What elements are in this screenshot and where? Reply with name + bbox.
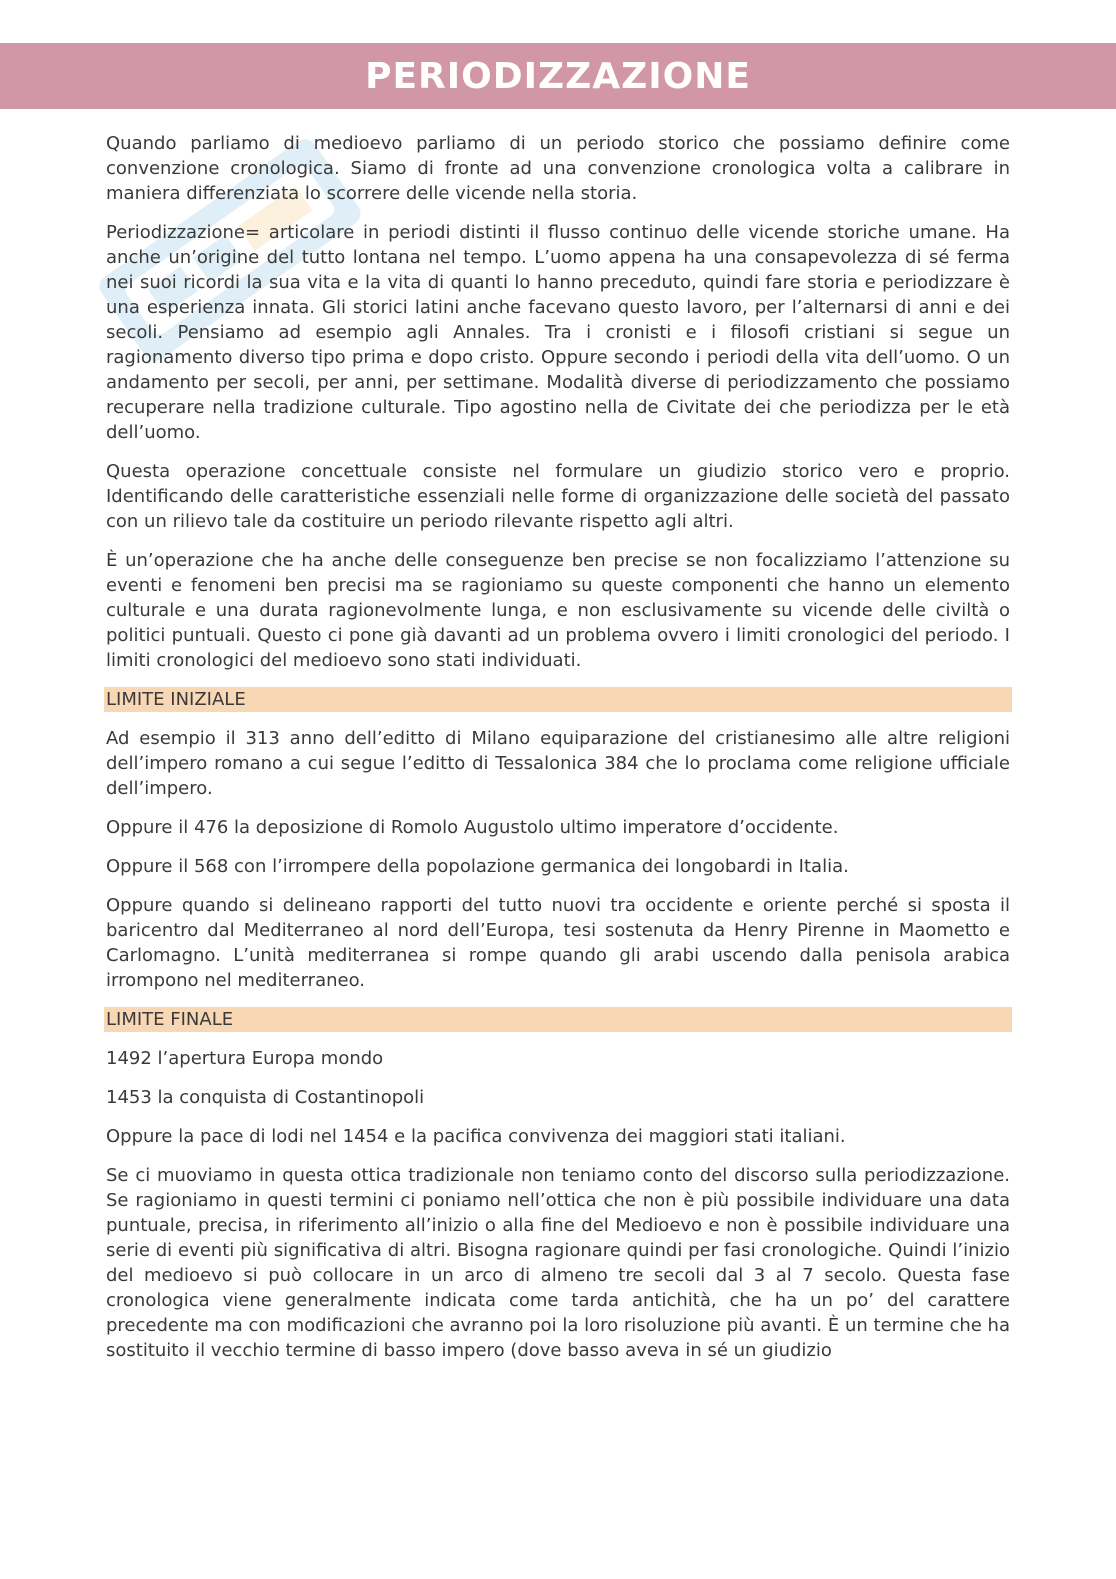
paragraph: Periodizzazione= articolare in periodi distinti il flusso continuo delle vicende storiche umane. Ha anche un’origine del tutto lontana nel tempo. L’uomo appena ha una consapevolezza di sé ferma nei suoi ricordi la sua vita e la vita di quanti lo hanno preceduto, quindi fare storia e periodizzare è una esperienza innata. Gli storici latini anche facevano questo lavoro, per l’alternarsi di anni e dei secoli. Pensiamo ad esempio agli Annales. Tra i cronisti e i filosofi cristiani si segue un ragionamento diverso tipo prima e dopo cristo. Oppure secondo i periodi della vita dell’uomo. O un andamento per secoli, per anni, per settimane. Modalità diverse di periodizzamento che possiamo recuperare nella tradizione culturale. Tipo agostino nella de Civitate dei che periodizza per le età dell’uomo. bbox=[106, 222, 1010, 443]
paragraph: Quando parliamo di medioevo parliamo di un periodo storico che possiamo definire come convenzione cronologica. Siamo di fronte ad una convenzione cronologica volta a calibrare in maniera differenziata lo scorrere delle vicende nella storia. bbox=[106, 133, 1010, 204]
paragraph: Oppure il 568 con l’irrompere della popolazione germanica dei longobardi in Italia. bbox=[106, 856, 849, 877]
paragraph: Ad esempio il 313 anno dell’editto di Milano equiparazione del cristianesimo alle altre religioni dell’impero romano a cui segue l’editto di Tessalonica 384 che lo proclama come religione ufficiale dell’impero. bbox=[106, 728, 1010, 799]
section-heading-final-limit: LIMITE FINALE bbox=[104, 1007, 1012, 1032]
paragraph: Oppure il 476 la deposizione di Romolo Augustolo ultimo imperatore d’occidente. bbox=[106, 817, 839, 838]
paragraph: Se ci muoviamo in questa ottica tradizionale non teniamo conto del discorso sulla periodizzazione. Se ragioniamo in questi termini ci poniamo nell’ottica che non è più possibile individuare una data puntuale, precisa, in riferimento all’inizio o alla fine del Medioevo e non è possibile individuare una serie di eventi più significativa di altri. Bisogna ragionare quindi per fasi cronologiche. Quindi l’inizio del medioevo si può collocare in un arco di almeno tre secoli dal 3 al 7 secolo. Questa fase cronologica viene generalmente indicata come tarda antichità, che ha un po’ del carattere precedente ma con modificazioni che avranno poi la loro risoluzione più avanti. È un termine che ha sostituito il vecchio termine di basso impero (dove basso aveva in sé un giudizio bbox=[106, 1165, 1010, 1361]
paragraph: Oppure quando si delineano rapporti del tutto nuovi tra occidente e oriente perché si sposta il baricentro dal Mediterraneo al nord dell’Europa, tesi sostenuta da Henry Pirenne in Maometto e Carlomagno. L’unità mediterranea si rompe quando gli arabi uscendo dalla penisola arabica irrompono nel mediterraneo. bbox=[106, 895, 1010, 991]
paragraph: Questa operazione concettuale consiste nel formulare un giudizio storico vero e proprio. Identificando delle caratteristiche essenziali nelle forme di organizzazione delle società del passato con un rilievo tale da costituire un periodo rilevante rispetto agli altri. bbox=[106, 461, 1010, 532]
paragraph: È un’operazione che ha anche delle conseguenze ben precise se non focalizziamo l’attenzione su eventi e fenomeni ben precisi ma se ragioniamo su queste componenti che hanno un elemento culturale e una durata ragionevolmente lunga, e non esclusivamente su vicende delle civiltà o politici puntuali. Questo ci pone già davanti ad un problema ovvero i limiti cronologici del periodo. I limiti cronologici del medioevo sono stati individuati. bbox=[106, 550, 1010, 671]
page-title: PERIODIZZAZIONE bbox=[365, 55, 751, 97]
section-heading-initial-limit: LIMITE INIZIALE bbox=[104, 687, 1012, 712]
paragraph: 1492 l’apertura Europa mondo bbox=[106, 1048, 384, 1069]
title-band bbox=[0, 43, 1116, 109]
paragraph: 1453 la conquista di Costantinopoli bbox=[106, 1087, 425, 1108]
paragraph: Oppure la pace di lodi nel 1454 e la pacifica convivenza dei maggiori stati italiani. bbox=[106, 1126, 846, 1147]
document-body bbox=[106, 131, 1010, 1377]
